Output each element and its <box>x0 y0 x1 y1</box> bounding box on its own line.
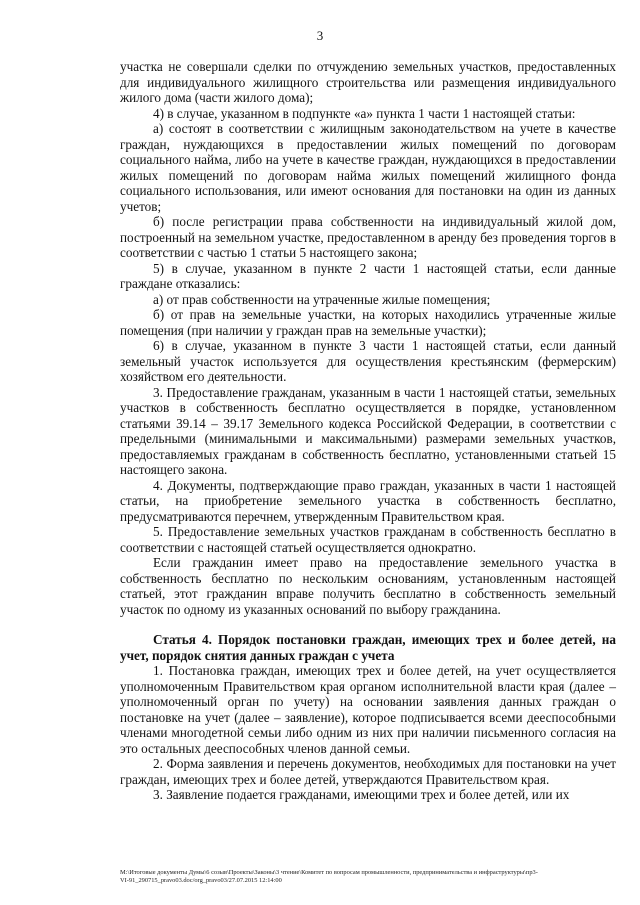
footer-line: VI-91_290715_pravo03.doc/org_pravo03/27.07.2015 12:14:00 <box>120 877 282 884</box>
paragraph: 2. Форма заявления и перечень документов, необходимых для постановки на учет граждан, имеющих трех и более детей, утверждаются Правительством края. <box>120 756 616 787</box>
article-heading: Статья 4. Порядок постановки граждан, имеющих трех и более детей, на учет, порядок снятия данных граждан с учета <box>120 632 616 663</box>
paragraph: участка не совершали сделки по отчуждению земельных участков, предоставленных для индивидуального жилищного строительства или размещения индивидуального жилого дома (части жилого дома); <box>120 59 616 105</box>
paragraph: б) от прав на земельные участки, на которых находились утраченные жилые помещения (при наличии у граждан прав на земельные участки); <box>120 307 616 338</box>
document-body <box>120 59 616 803</box>
paragraph: 4) в случае, указанном в подпункте «а» пункта 1 части 1 настоящей статьи: <box>153 105 576 121</box>
paragraph: б) после регистрации права собственности на индивидуальный жилой дом, построенный на земельном участке, предоставленном в аренду без проведения торгов в соответствии с частью 1 статьи 5 настоящего закона; <box>120 214 616 260</box>
paragraph: 4. Документы, подтверждающие право граждан, указанных в части 1 настоящей статьи, на приобретение земельного участка в собственность бесплатно, предусматриваются перечнем, утвержденным Правительством края. <box>120 477 616 524</box>
paragraph: 5) в случае, указанном в пункте 2 части 1 настоящей статьи, если данные граждане отказались: <box>120 260 616 291</box>
paragraph: а) от прав собственности на утраченные жилые помещения; <box>153 291 491 307</box>
paragraph: 3. Предоставление гражданам, указанным в части 1 настоящей статьи, земельных участков в собственность бесплатно осуществляется в порядке, установленном статьями 39.14 – 39.17 Земельного кодекса Российской Федерации, в соответствии с предельными (минимальными и максимальными) размерами земельных участков, предоставляемых гражданам в собственность бесплатно, установленными статьей 15 настоящего закона. <box>120 384 616 477</box>
paragraph: 6) в случае, указанном в пункте 3 части 1 настоящей статьи, если данный земельный участок используется для осуществления крестьянским (фермерским) хозяйством его деятельности. <box>120 338 616 384</box>
file-path-footer <box>120 869 620 885</box>
paragraph: 5. Предоставление земельных участков гражданам в собственность бесплатно в соответствии с настоящей статьей осуществляется однократно. <box>120 524 616 555</box>
footer-line: M:\Итоговые документы Думы\6 созыв\Проекты\Законы\3 чтение\Комитет по вопросам промышленности, предпринимательства и инфраструктуры\пр3- <box>120 869 538 876</box>
paragraph: 1. Постановка граждан, имеющих трех и более детей, на учет осуществляется уполномоченным Правительством края органом исполнительной власти края (далее – уполномоченный орган по учету) на основании заявления данных граждан о постановке на учет (далее – заявление), которое подписывается всеми дееспособными членами многодетной семьи либо одним из них при наличии письменного согласия на это остальных дееспособных членов данной семьи. <box>120 663 616 756</box>
paragraph: 3. Заявление подается гражданами, имеющими трех и более детей, или их <box>153 787 570 802</box>
paragraph: а) состоят в соответствии с жилищным законодательством на учете в качестве граждан, нуждающихся в предоставлении жилых помещений по договорам социального найма, либо на учете в качестве граждан, нуждающихся в предоставлении жилых помещений по договорам найма жилых помещений жилищного фонда социального использования, или имеют основания для постановки на один из данных учетов; <box>120 121 616 214</box>
paragraph: Если гражданин имеет право на предоставление земельного участка в собственность бесплатно по нескольким основаниям, установленным настоящей статьей, этот гражданин вправе получить бесплатно в собственность земельный участок по одному из указанных оснований по выбору гражданина. <box>120 555 616 617</box>
page-number: 3 <box>316 28 324 43</box>
